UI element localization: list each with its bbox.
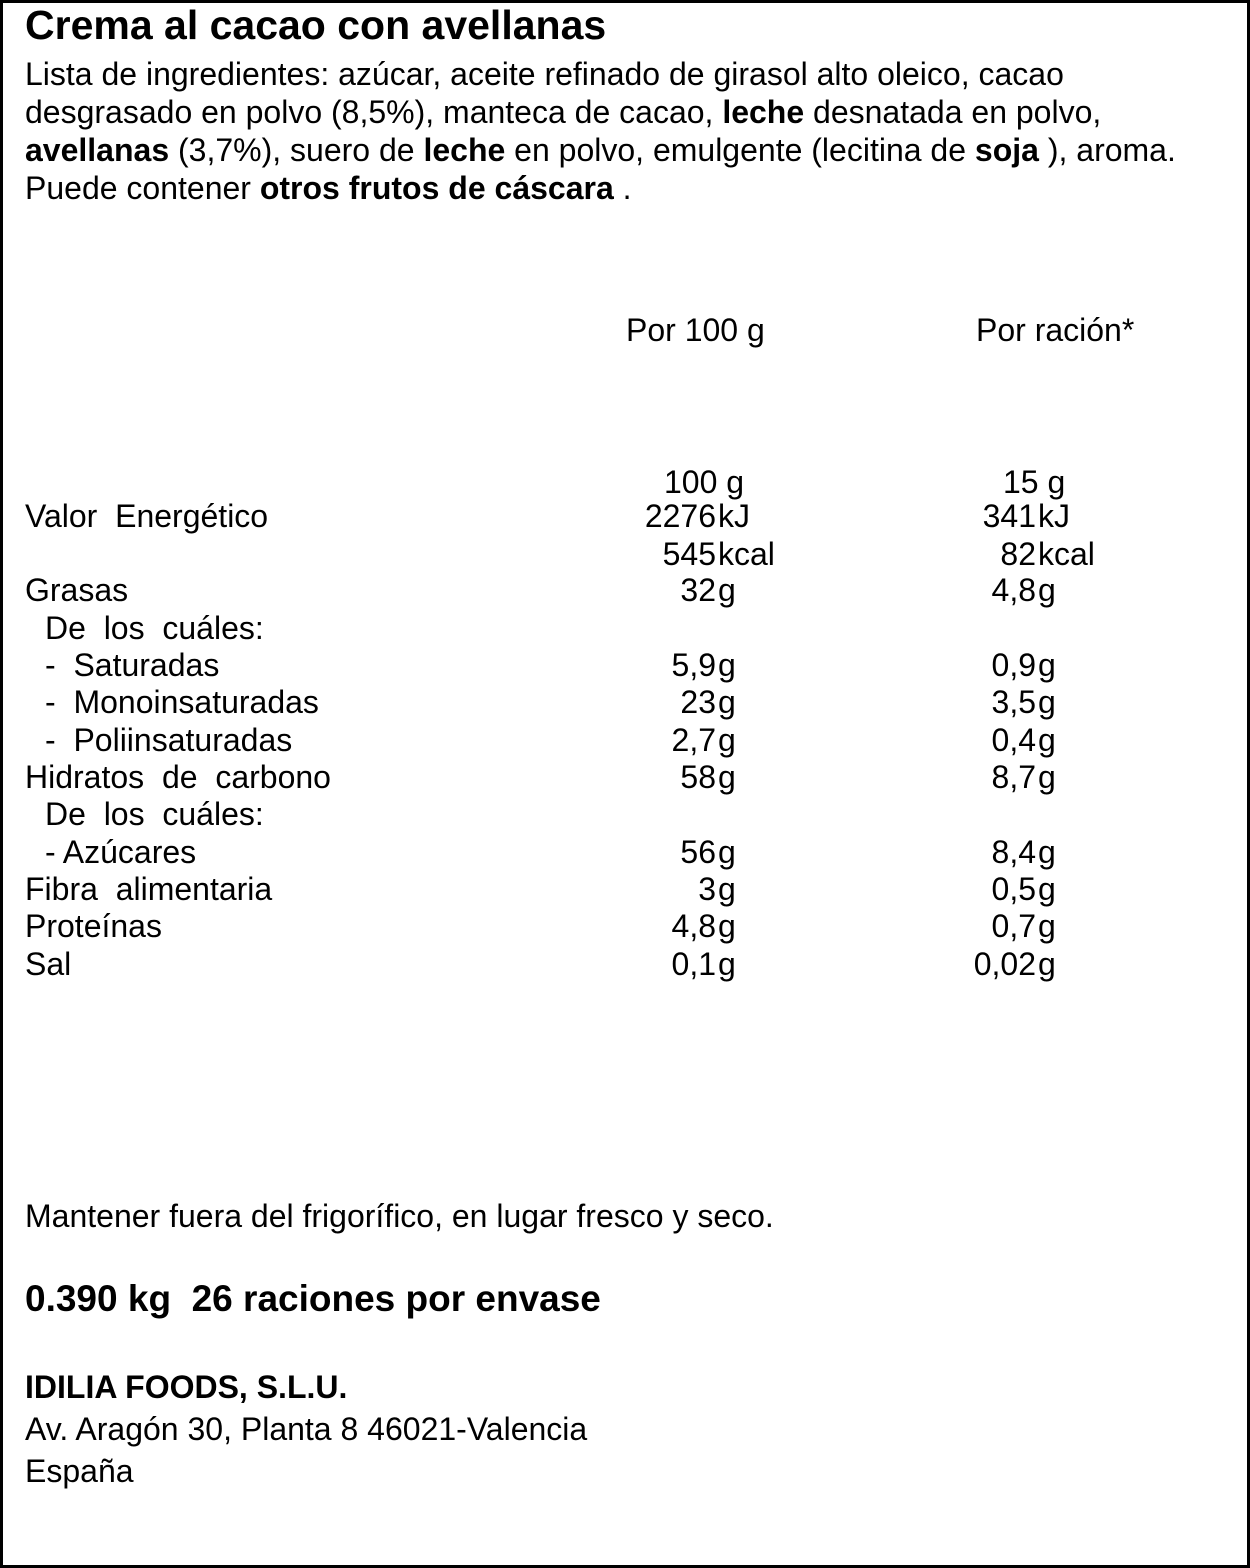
nutrient-label: Valor Energético xyxy=(25,498,269,534)
ingredient-text: desgrasado en polvo (8,5%), manteca de cacao, xyxy=(25,94,723,130)
nutrition-row-saturated xyxy=(0,646,1250,684)
unit-per-serving: g xyxy=(1038,908,1056,944)
value-per-100g: 2,7 xyxy=(671,722,716,758)
value-per-100g: 2276 xyxy=(644,498,716,534)
nutrition-row-energy-kcal xyxy=(0,535,1250,573)
nutrition-row-of-which xyxy=(0,609,1250,647)
unit-per-100g: g xyxy=(718,722,736,758)
value-per-serving: 0,4 xyxy=(991,722,1036,758)
company-country: España xyxy=(25,1453,134,1489)
unit-per-100g: g xyxy=(718,572,736,608)
ingredients-list xyxy=(25,55,1176,207)
value-per-100g: 5,9 xyxy=(671,647,716,683)
allergen-text: avellanas xyxy=(25,132,170,168)
unit-per-serving: g xyxy=(1038,834,1056,870)
ingredient-text: ), aroma. xyxy=(1038,132,1176,168)
nutrient-label: Grasas xyxy=(25,572,129,608)
nutrition-row-carbohydrates xyxy=(0,758,1250,796)
portion-per-100g: 100 g xyxy=(664,464,745,500)
nutrient-label: - Azúcares xyxy=(45,834,197,870)
value-per-100g: 23 xyxy=(680,684,716,720)
unit-per-serving: g xyxy=(1038,572,1056,608)
header-per-100g: Por 100 g xyxy=(626,312,765,348)
unit-per-100g: g xyxy=(718,908,736,944)
nutrition-row-salt xyxy=(0,945,1250,983)
value-per-100g: 545 xyxy=(662,536,716,572)
value-per-serving: 341 xyxy=(982,498,1036,534)
value-per-100g: 56 xyxy=(680,834,716,870)
net-weight-servings: 0.390 kg 26 raciones por envase xyxy=(25,1278,601,1319)
value-per-serving: 4,8 xyxy=(991,572,1036,608)
unit-per-100g: g xyxy=(718,946,736,982)
portion-per-serving: 15 g xyxy=(1003,464,1066,500)
ingredient-text: en polvo, emulgente (lecitina de xyxy=(505,132,975,168)
nutrient-label: - Poliinsaturadas xyxy=(45,722,293,758)
ingredient-text: . xyxy=(613,170,632,206)
unit-per-serving: kJ xyxy=(1038,498,1070,534)
ingredients-line xyxy=(25,169,1176,207)
value-per-100g: 4,8 xyxy=(671,908,716,944)
nutrition-row-protein xyxy=(0,907,1250,945)
value-per-serving: 0,02 xyxy=(973,946,1036,982)
value-per-serving: 0,9 xyxy=(991,647,1036,683)
ingredient-text: Lista de ingredientes: azúcar, aceite refinado de girasol alto oleico, cacao xyxy=(25,56,1064,92)
unit-per-serving: g xyxy=(1038,647,1056,683)
value-per-100g: 58 xyxy=(680,759,716,795)
allergen-text: otros frutos de cáscara xyxy=(259,170,614,206)
ingredients-line xyxy=(25,93,1176,131)
company-name: IDILIA FOODS, S.L.U. xyxy=(25,1369,348,1405)
ingredient-text: Puede contener xyxy=(25,170,260,206)
nutrition-row-polyunsaturated xyxy=(0,721,1250,759)
unit-per-100g: g xyxy=(718,647,736,683)
nutrition-row-fibre xyxy=(0,870,1250,908)
allergen-text: soja xyxy=(974,132,1039,168)
value-per-serving: 3,5 xyxy=(991,684,1036,720)
storage-instructions: Mantener fuera del frigorífico, en lugar fresco y seco. xyxy=(25,1198,774,1234)
value-per-100g: 3 xyxy=(698,871,716,907)
unit-per-100g: kJ xyxy=(718,498,750,534)
value-per-serving: 8,7 xyxy=(991,759,1036,795)
ingredients-line xyxy=(25,131,1176,169)
unit-per-serving: g xyxy=(1038,722,1056,758)
ingredients-line xyxy=(25,55,1176,93)
value-per-100g: 0,1 xyxy=(671,946,716,982)
nutrient-label: Sal xyxy=(25,946,72,982)
value-per-serving: 82 xyxy=(1000,536,1036,572)
unit-per-serving: kcal xyxy=(1038,536,1095,572)
ingredient-text: desnatada en polvo, xyxy=(804,94,1102,130)
nutrition-row-of-which xyxy=(0,795,1250,833)
header-per-serving: Por ración* xyxy=(976,312,1135,348)
unit-per-serving: g xyxy=(1038,684,1056,720)
unit-per-100g: kcal xyxy=(718,536,775,572)
nutrition-row-monounsaturated xyxy=(0,683,1250,721)
nutrition-row-energy-kj xyxy=(0,497,1250,535)
unit-per-100g: g xyxy=(718,834,736,870)
nutrient-label: De los cuáles: xyxy=(45,610,264,646)
value-per-serving: 0,5 xyxy=(991,871,1036,907)
value-per-serving: 8,4 xyxy=(991,834,1036,870)
unit-per-serving: g xyxy=(1038,759,1056,795)
nutrition-row-sugars xyxy=(0,833,1250,871)
company-address: Av. Aragón 30, Planta 8 46021-Valencia xyxy=(25,1411,588,1447)
nutrient-label: Proteínas xyxy=(25,908,162,944)
nutrient-label: - Saturadas xyxy=(45,647,220,683)
product-title: Crema al cacao con avellanas xyxy=(25,2,607,48)
nutrient-label: Fibra alimentaria xyxy=(25,871,273,907)
unit-per-100g: g xyxy=(718,684,736,720)
nutrition-row-fat xyxy=(0,571,1250,609)
nutrient-label: De los cuáles: xyxy=(45,796,264,832)
unit-per-serving: g xyxy=(1038,871,1056,907)
nutrient-label: Hidratos de carbono xyxy=(25,759,331,795)
ingredient-text: (3,7%), suero de xyxy=(169,132,424,168)
allergen-text: leche xyxy=(423,132,506,168)
value-per-serving: 0,7 xyxy=(991,908,1036,944)
nutrient-label: - Monoinsaturadas xyxy=(45,684,319,720)
value-per-100g: 32 xyxy=(680,572,716,608)
unit-per-serving: g xyxy=(1038,946,1056,982)
unit-per-100g: g xyxy=(718,759,736,795)
unit-per-100g: g xyxy=(718,871,736,907)
allergen-text: leche xyxy=(722,94,805,130)
